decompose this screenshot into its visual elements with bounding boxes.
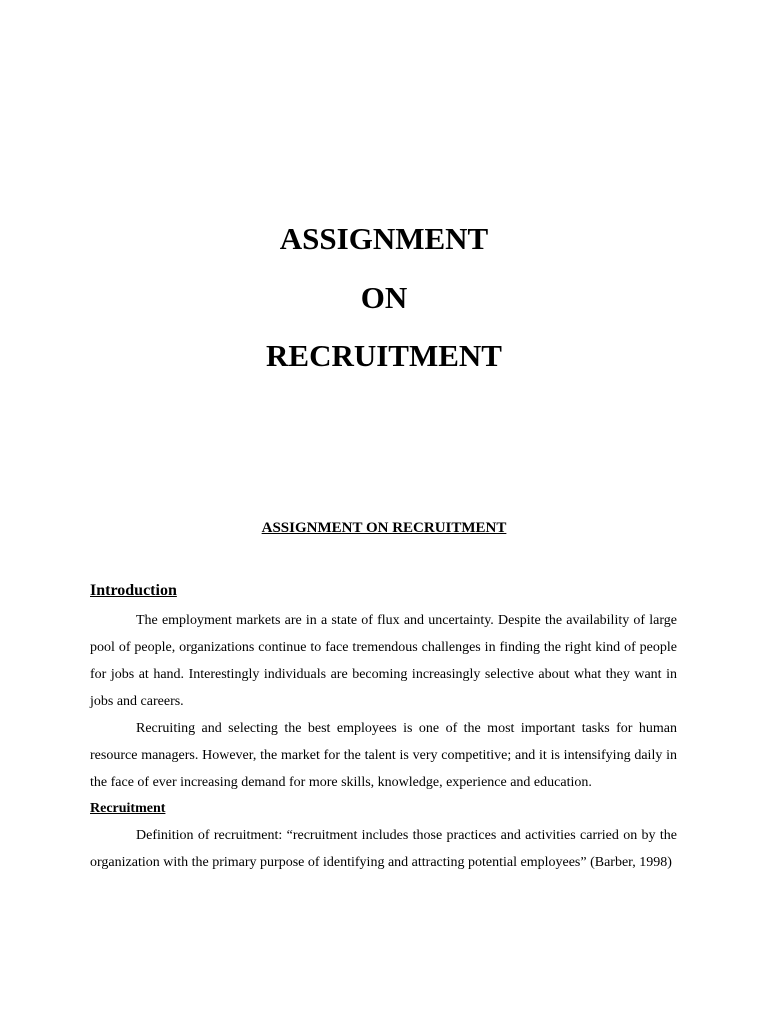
cover-title-line-3: RECRUITMENT — [266, 338, 502, 373]
document-subtitle: ASSIGNMENT ON RECRUITMENT — [261, 520, 507, 536]
recruitment-heading: Recruitment — [90, 801, 166, 816]
introduction-paragraph-2: Recruiting and selecting the best employees is one of the most important tasks for human resource managers. However, the market for the talent is very competitive; and it is intensifying daily in the face of ever increasing demand for more skills, knowledge, experience and education. — [90, 721, 677, 790]
introduction-paragraph-1: The employment markets are in a state of flux and uncertainty. Despite the availability of large pool of people, organizations continue to face tremendous challenges in finding the right kind of people for jobs at hand. Interestingly individuals are becoming increasingly selective about what they want in jobs and careers. — [90, 613, 677, 709]
recruitment-paragraph-1: Definition of recruitment: “recruitment includes those practices and activities carried on by the organization with the primary purpose of identifying and attracting potential employees” (Barber, 1998) — [90, 828, 677, 870]
cover-title-line-1: ASSIGNMENT — [279, 221, 489, 256]
document-body — [90, 580, 677, 876]
cover-title-line-2: ON — [360, 280, 408, 315]
introduction-heading: Introduction — [90, 582, 177, 599]
